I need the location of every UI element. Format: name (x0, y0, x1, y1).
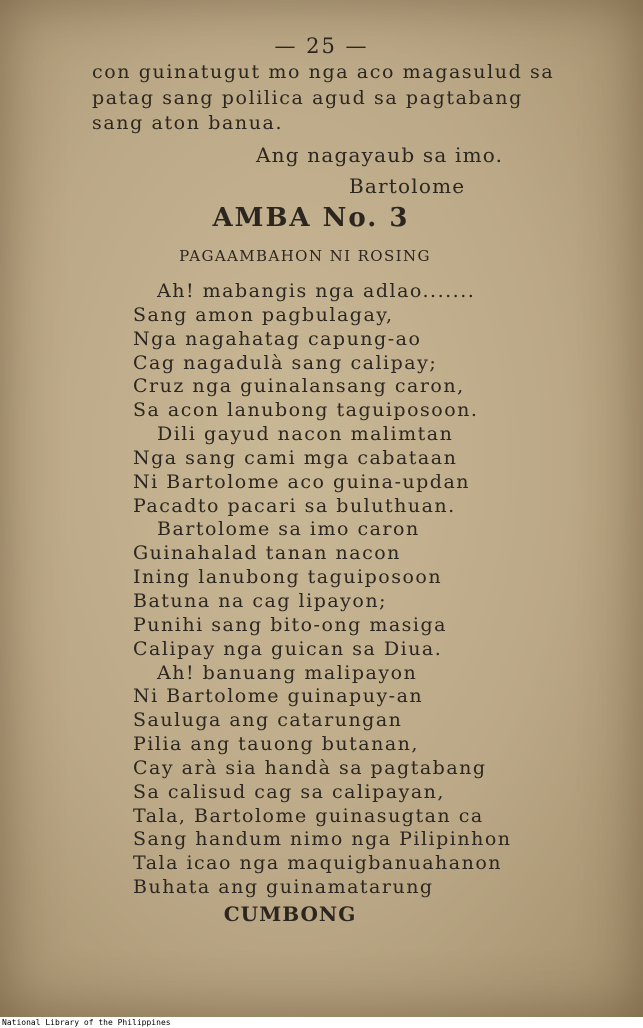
verse-line: Pilia ang tauong butanan, (133, 733, 419, 756)
verse-line: Batuna na cag lipayon; (133, 589, 387, 612)
verse-line: Tala icao nga maquigbanuahanon (133, 852, 503, 875)
verse-line: Ah! mabangis nga adlao....... (157, 280, 476, 302)
verse-line: Sauluga ang catarungan (133, 709, 403, 732)
verse-line: Punihi sang bito-ong masiga (133, 613, 447, 636)
verse-line: Buhata ang guinamatarung (133, 876, 434, 899)
verse-line: Cruz nga guinalansang caron, (133, 375, 465, 398)
verse-line: Dili gayud nacon malimtan (157, 423, 454, 446)
poem-author: CUMBONG (223, 902, 357, 926)
prose-line: patag sang polilica agud sa pagtabang (92, 87, 523, 109)
verse-line: Nga sang cami mga cabataan (133, 446, 458, 469)
verse-line: Sa acon lanubong taguiposoon. (133, 399, 479, 422)
prose-line: sang aton banua. (92, 112, 284, 134)
page-number: — 25 — (274, 34, 369, 58)
verse-line: Nga nagahatag capung-ao (133, 327, 422, 350)
verse-line: Ni Bartolome aco guina-updan (133, 470, 471, 493)
closing-line: Ang nagayaub sa imo. (256, 143, 504, 167)
verse-line: Ining lanubong taguiposoon (133, 566, 443, 589)
verse-line: Ni Bartolome guinapuy-an (133, 685, 424, 708)
verse-line: Tala, Bartolome guinasugtan ca (133, 804, 484, 827)
library-credit: National Library of the Philippines (0, 1017, 643, 1028)
verse-line: Cag nagadulà sang calipay; (133, 351, 438, 374)
verse-line: Pacadto pacari sa buluthuan. (133, 494, 456, 517)
section-subtitle: PAGAAMBAHON NI ROSING (179, 247, 431, 265)
verse-line: Sang handum nimo nga Pilipinhon (133, 828, 512, 851)
verse-line: Cay arà sia handà sa pagtabang (133, 756, 487, 779)
poem-verse (133, 280, 512, 900)
signature: Bartolome (349, 174, 466, 198)
verse-line: Calipay nga guican sa Diua. (133, 637, 443, 660)
verse-line: Ah! banuang malipayon (157, 661, 418, 684)
verse-line: Sang amon pagbulagay, (133, 303, 394, 326)
verse-line: Bartolome sa imo caron (157, 518, 420, 541)
verse-line: Guinahalad tanan nacon (133, 542, 401, 565)
verse-line: Sa calisud cag sa calipayan, (133, 780, 445, 803)
prose-line: con guinatugut mo nga aco magasulud sa (92, 61, 555, 83)
section-title: AMBA No. 3 (212, 203, 410, 233)
